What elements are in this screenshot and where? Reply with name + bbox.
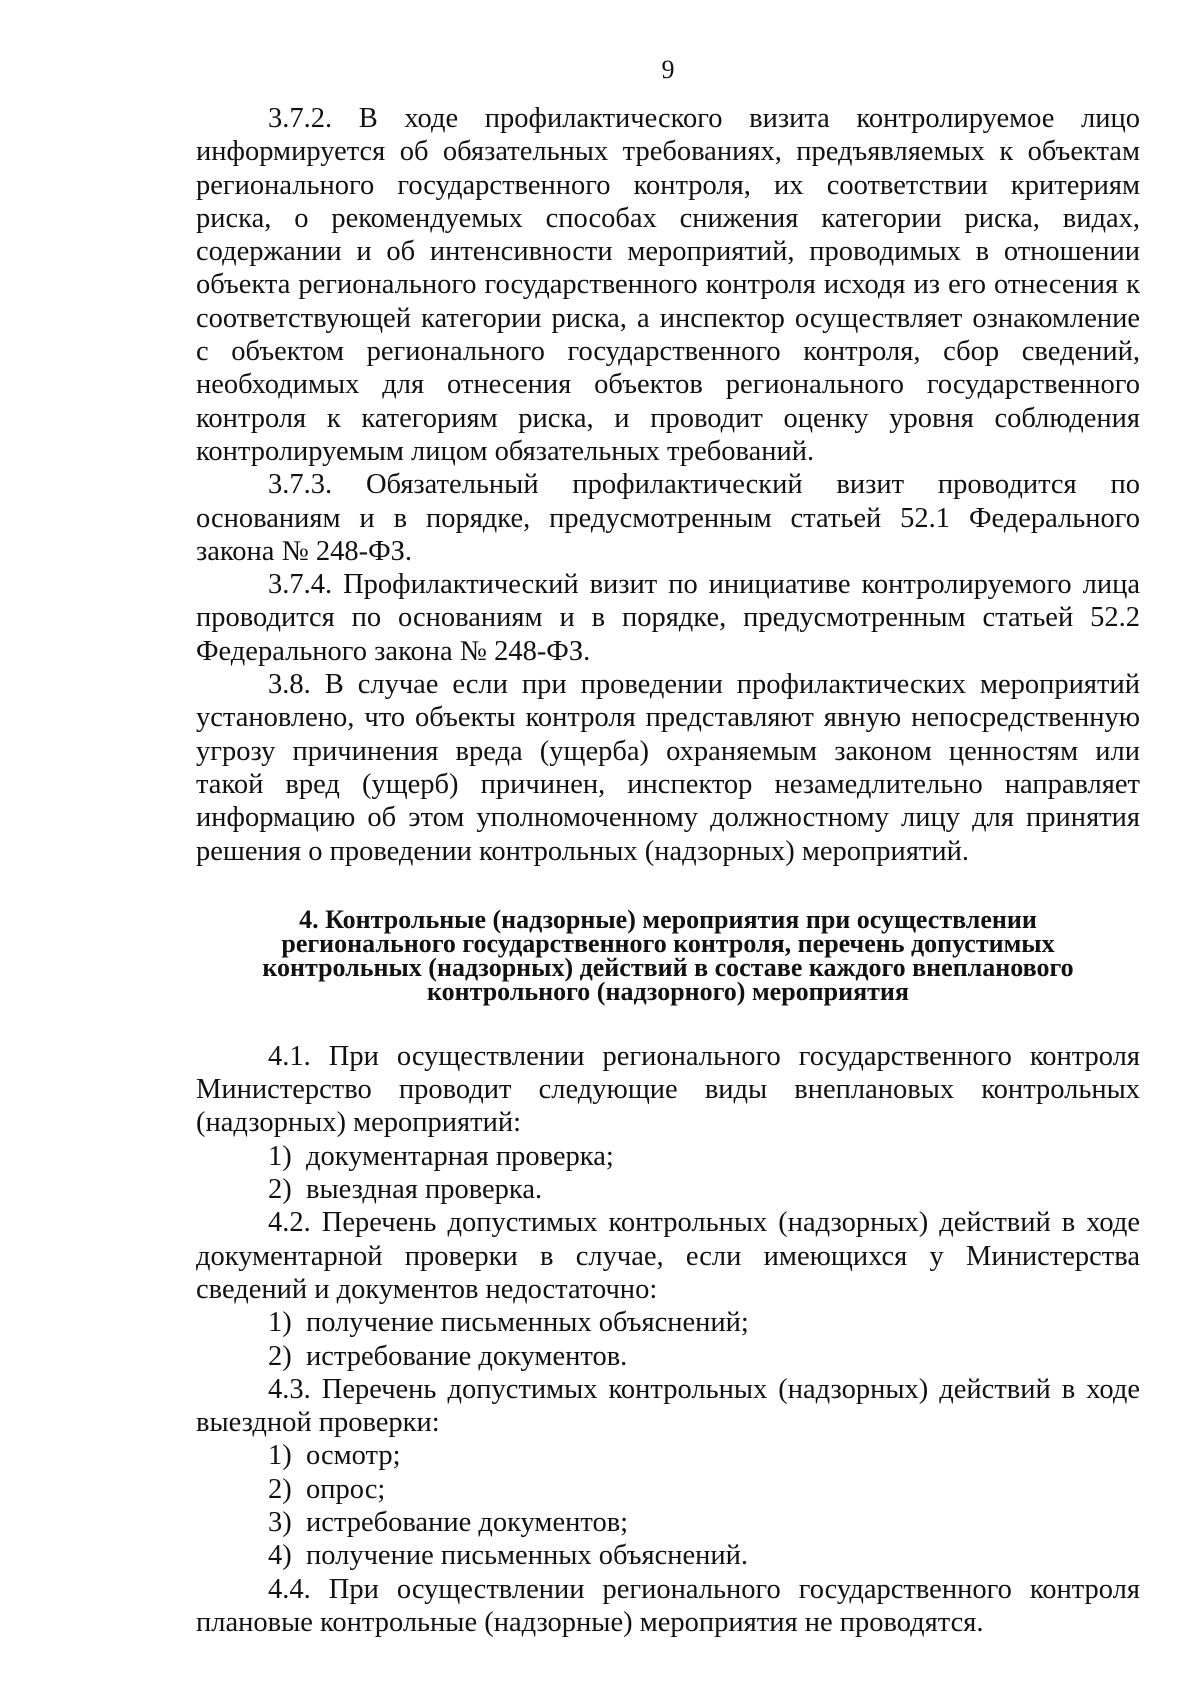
paragraph-4-4: 4.4. При осуществлении регионального государственного контроля плановые контрольные (надзорные) мероприятия не проводятся. [196, 1573, 1140, 1638]
heading-line: 4. Контрольные (надзорные) мероприятия при осуществлении [299, 904, 1037, 934]
page-number: 9 [661, 55, 675, 84]
heading-line: контрольного (надзорного) мероприятия [427, 976, 909, 1006]
list-item: 1) осмотр; [268, 1440, 401, 1472]
section-4-heading [216, 904, 1120, 1006]
list-item: 2) выездная проверка. [268, 1174, 543, 1206]
paragraph-3-7-2: 3.7.2. В ходе профилактического визита контролируемое лицо информируется об обязательных требованиях, предъявляемых к объектам регионального государственного контроля, их соответствии критериям риска, о рекомендуемых способах снижения категории риска, видах, содержании и об интенсивности мероприятий, проводимых в отношении объекта регионального государственного контроля исходя из его отнесения к соответствующей категории риска, а инспектор осуществляет ознакомление с объектом регионального государственного контроля, сбор сведений, необходимых для отнесения объектов регионального государственного контроля к категориям риска, и проводит оценку уровня соблюдения контролируемым лицом обязательных требований. [196, 103, 1140, 467]
paragraph-4-2: 4.2. Перечень допустимых контрольных (надзорных) действий в ходе документарной проверки в случае, если имеющихся у Министерства сведений и документов недостаточно: [196, 1207, 1140, 1305]
heading-line: контрольных (надзорных) действий в составе каждого внепланового [262, 952, 1074, 982]
heading-line: регионального государственного контроля, перечень допустимых [281, 928, 1055, 958]
list-item: 1) документарная проверка; [268, 1140, 614, 1172]
paragraph-3-7-4: 3.7.4. Профилактический визит по инициативе контролируемого лица проводится по основаниям и в порядке, предусмотренным статьей 52.2 Федерального закона № 248-ФЗ. [196, 569, 1140, 667]
list-item: 2) истребование документов. [268, 1340, 628, 1372]
list-item: 3) истребование документов; [268, 1506, 629, 1538]
list-item: 2) опрос; [268, 1473, 386, 1505]
paragraph-3-7-3: 3.7.3. Обязательный профилактический визит проводится по основаниям и в порядке, предусмотренным статьей 52.1 Федерального закона № 248-ФЗ. [196, 469, 1140, 567]
paragraph-3-8: 3.8. В случае если при проведении профилактических мероприятий установлено, что объекты контроля представляют явную непосредственную угрозу причинения вреда (ущерба) охраняемым законом ценностям или такой вред (ущерб) причинен, инспектор незамедлительно направляет информацию об этом уполномоченному должностному лицу для принятия решения о проведении контрольных (надзорных) мероприятий. [196, 669, 1140, 867]
paragraph-4-1: 4.1. При осуществлении регионального государственного контроля Министерство проводит следующие виды внеплановых контрольных (надзорных) мероприятий: [196, 1040, 1140, 1139]
document-page [196, 50, 1140, 1639]
list-item: 1) получение письменных объяснений; [268, 1307, 749, 1339]
list-item: 4) получение письменных объяснений. [268, 1540, 749, 1572]
paragraph-4-3: 4.3. Перечень допустимых контрольных (надзорных) действий в ходе выездной проверки: [196, 1373, 1140, 1439]
